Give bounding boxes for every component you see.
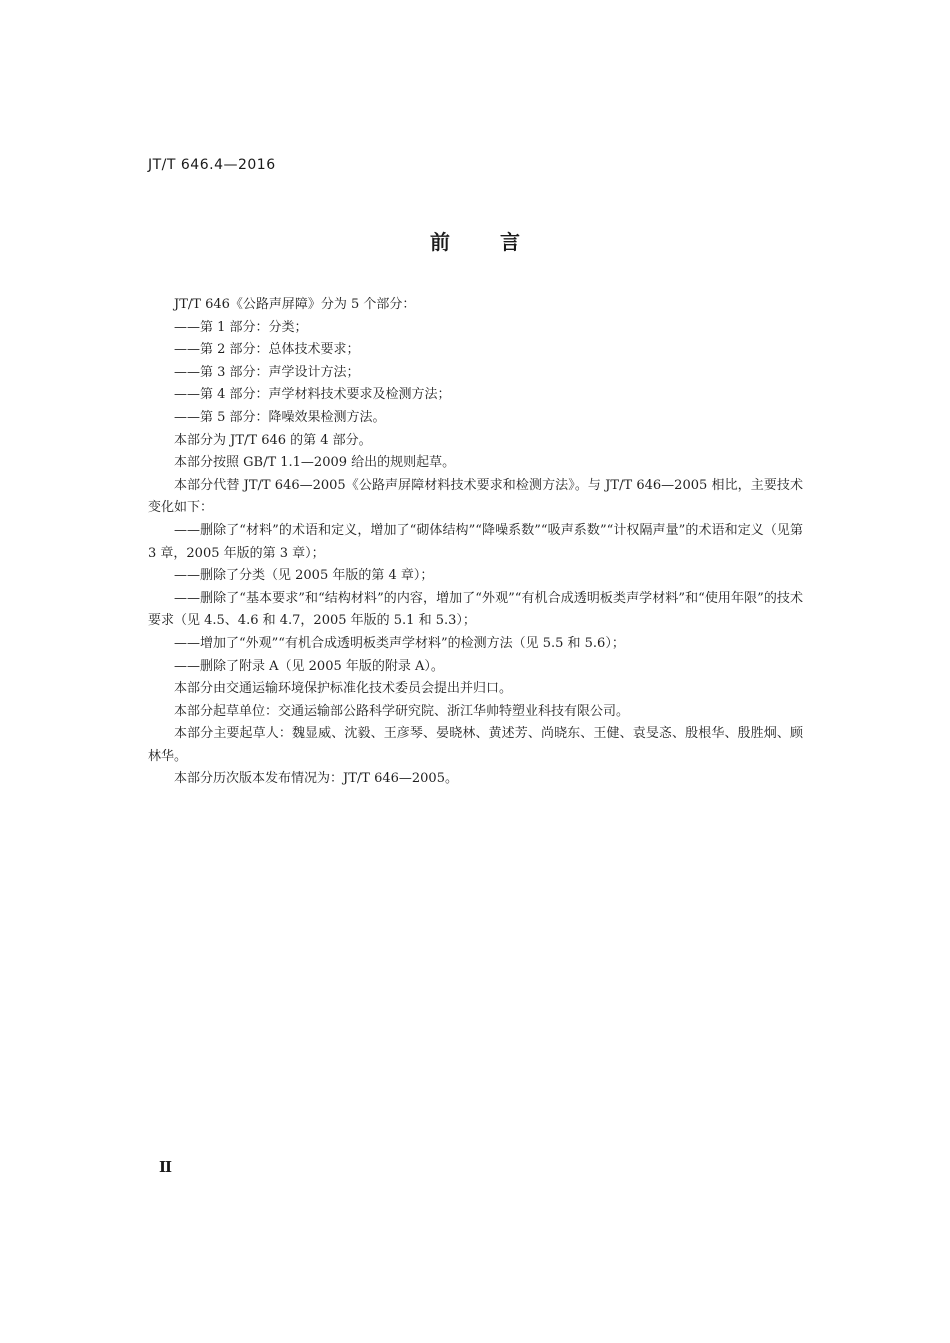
list-item-change-2: ——删除了分类（见 2005 年版的第 4 章）； xyxy=(174,568,434,584)
paragraph-history: 本部分历次版本发布情况为：JT/T 646—2005。 xyxy=(174,771,458,787)
foreword-body xyxy=(148,294,803,791)
paragraph-replaces: 本部分代替 JT/T 646—2005《公路声屏障材料技术要求和检测方法》。与 JT/T 646—2005 相比，主要技术变化如下： xyxy=(148,477,803,516)
page-number: II xyxy=(159,1158,172,1176)
list-item-part-1: ——第 1 部分：分类； xyxy=(174,319,308,335)
paragraph-drafting-rules: 本部分按照 GB/T 1.1—2009 给出的规则起草。 xyxy=(174,455,456,471)
list-item-change-5: ——删除了附录 A（见 2005 年版的附录 A）。 xyxy=(174,658,444,674)
list-item-change-1: ——删除了“材料”的术语和定义，增加了“砌体结构”“降噪系数”“吸声系数”“计权隔声量”的术语和定义（见第 3 章，2005 年版的第 3 章）； xyxy=(148,522,803,561)
paragraph-this-part: 本部分为 JT/T 646 的第 4 部分。 xyxy=(174,432,372,448)
list-item-part-4: ——第 4 部分：声学材料技术要求及检测方法； xyxy=(174,387,451,403)
list-item-change-3: ——删除了“基本要求”和“结构材料”的内容，增加了“外观”“有机合成透明板类声学材料”和“使用年限”的技术要求（见 4.5、4.6 和 4.7，2005 年版的 5.1 和 5.3）； xyxy=(148,590,803,629)
paragraph-proposed-by: 本部分由交通运输环境保护标准化技术委员会提出并归口。 xyxy=(174,681,513,697)
list-item-part-2: ——第 2 部分：总体技术要求； xyxy=(174,342,360,358)
paragraph-drafting-units: 本部分起草单位：交通运输部公路科学研究院、浙江华帅特塑业科技有限公司。 xyxy=(174,703,630,719)
page-title: 前言 xyxy=(430,230,570,254)
standard-code-header: JT/T 646.4—2016 xyxy=(148,157,276,173)
paragraph-drafters: 本部分主要起草人：魏显威、沈毅、王彦琴、晏晓林、黄述芳、尚晓东、王健、袁旻忞、殷根华、殷胜炯、顾林华。 xyxy=(148,726,803,764)
paragraph-parts-intro: JT/T 646《公路声屏障》分为 5 个部分： xyxy=(174,297,416,312)
list-item-part-5: ——第 5 部分：降噪效果检测方法。 xyxy=(174,409,386,425)
list-item-part-3: ——第 3 部分：声学设计方法； xyxy=(174,364,360,380)
list-item-change-4: ——增加了“外观”“有机合成透明板类声学材料”的检测方法（见 5.5 和 5.6）； xyxy=(174,635,625,651)
